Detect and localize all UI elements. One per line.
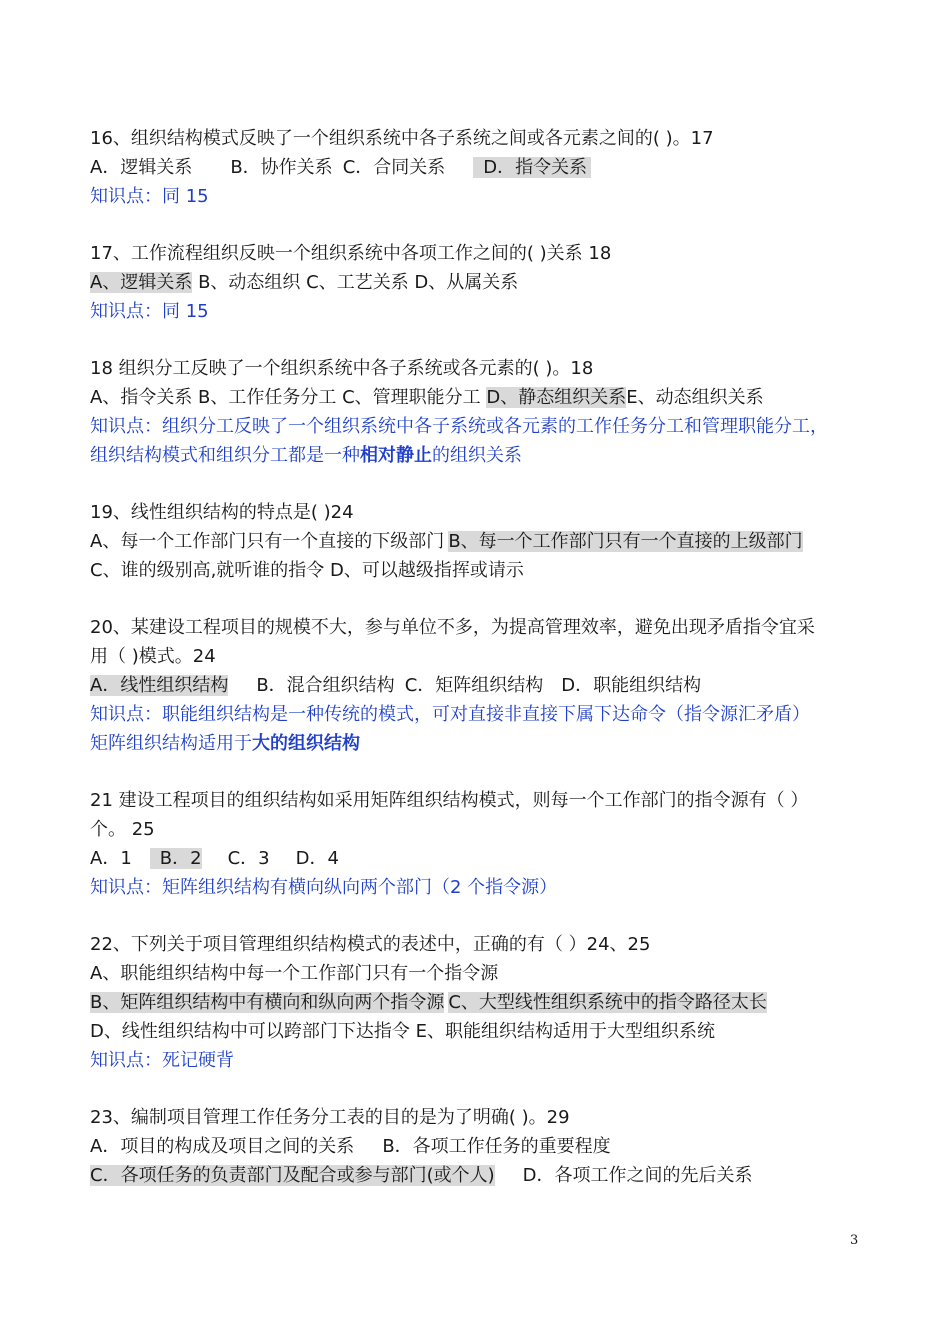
option-b: B．混合组织结构 (256, 675, 395, 696)
option-a: A．1 (90, 848, 132, 869)
options-line (90, 153, 880, 182)
question-20 (90, 613, 880, 758)
question-17 (90, 239, 880, 326)
option-c: C．3 (227, 848, 270, 869)
question-stem: 17、工作流程组织反映一个组织系统中各项工作之间的( )关系 18 (90, 243, 612, 264)
question-stem-cont: 个。 25 (90, 819, 155, 840)
question-stem: 23、编制项目管理工作任务分工表的目的是为了明确( )。29 (90, 1107, 570, 1128)
option-b-answer: B、每一个工作部门只有一个直接的上级部门 (448, 531, 803, 552)
option-a: A．逻辑关系 (90, 157, 193, 178)
option-a: A、职能组织结构中每一个工作部门只有一个指令源 (90, 963, 499, 984)
knowledge-point: 知识点：职能组织结构是一种传统的模式，可对直接非直接下属下达命令（指令源汇矛盾） (90, 704, 810, 725)
options-line (90, 383, 880, 412)
options-line (90, 671, 880, 700)
options-ab (90, 1132, 880, 1161)
kp-emphasis: 大的组织结构 (252, 733, 360, 754)
question-18 (90, 354, 880, 470)
question-21 (90, 786, 880, 902)
question-stem: 18 组织分工反映了一个组织系统中各子系统或各元素的( )。18 (90, 358, 594, 379)
option-c-answer: C、大型线性组织系统中的指令路径太长 (448, 992, 767, 1013)
knowledge-point: 知识点：死记硬背 (90, 1050, 234, 1071)
knowledge-point: 知识点：组织分工反映了一个组织系统中各子系统或各元素的工作任务分工和管理职能分工， (90, 416, 828, 437)
knowledge-point: 知识点：矩阵组织结构有横向纵向两个部门（2 个指令源） (90, 877, 558, 898)
question-stem: 20、某建设工程项目的规模不大，参与单位不多，为提高管理效率，避免出现矛盾指令宜采 (90, 617, 815, 638)
question-16 (90, 124, 880, 211)
kp-text: 组织结构模式和组织分工都是一种 (90, 445, 360, 466)
options-line (90, 844, 880, 873)
knowledge-point-cont (90, 441, 880, 470)
option-b-answer: B、矩阵组织结构中有横向和纵向两个指令源 (90, 992, 445, 1013)
options-cd: C、谁的级别高,就听谁的指令 D、可以越级指挥或请示 (90, 560, 524, 581)
option-d: D．各项工作之间的先后关系 (522, 1165, 753, 1186)
question-stem: 21 建设工程项目的组织结构如采用矩阵组织结构模式，则每一个工作部门的指令源有（ ） (90, 790, 809, 811)
option-d-answer: D．指令关系 (473, 157, 591, 178)
question-19 (90, 498, 880, 585)
option-a-answer: A．线性组织结构 (90, 675, 229, 696)
kp-text: 矩阵组织结构适用于 (90, 733, 252, 754)
option-a: A．项目的构成及项目之间的关系 (90, 1136, 355, 1157)
option-e: E、动态组织关系 (626, 387, 764, 408)
question-23 (90, 1103, 880, 1190)
options-cd (90, 1161, 880, 1190)
question-22 (90, 930, 880, 1075)
option-a-answer: A、逻辑关系 (90, 272, 193, 293)
page-number: 3 (850, 1233, 859, 1248)
kp-text-end: 的组织关系 (432, 445, 522, 466)
option-a: A、每一个工作部门只有一个直接的下级部门 (90, 531, 445, 552)
option-c-answer: C．各项任务的负责部门及配合或参与部门(或个人) (90, 1165, 495, 1186)
knowledge-point-cont (90, 729, 880, 758)
question-stem: 16、组织结构模式反映了一个组织系统中各子系统之间或各元素之间的( )。17 (90, 128, 714, 149)
option-d: D．4 (295, 848, 339, 869)
option-b: B．各项工作任务的重要程度 (382, 1136, 611, 1157)
option-b: B．协作关系 (230, 157, 333, 178)
question-stem: 22、下列关于项目管理组织结构模式的表述中，正确的有（ ）24、25 (90, 934, 651, 955)
option-c: C．矩阵组织结构 (404, 675, 544, 696)
option-d-answer: D、静态组织关系 (486, 387, 627, 408)
option-c: C．合同关系 (342, 157, 446, 178)
options-bc (90, 988, 880, 1017)
option-rest: B、动态组织 C、工艺关系 D、从属关系 (198, 272, 519, 293)
option-b-answer: B．2 (150, 848, 202, 869)
knowledge-point: 知识点：同 15 (90, 301, 209, 322)
question-stem: 19、线性组织结构的特点是( )24 (90, 502, 354, 523)
options-line (90, 268, 880, 297)
options-de: D、线性组织结构中可以跨部门下达指令 E、职能组织结构适用于大型组织系统 (90, 1021, 715, 1042)
option-d: D．职能组织结构 (561, 675, 702, 696)
question-stem-cont: 用（ )模式。24 (90, 646, 216, 667)
document-page (90, 124, 880, 1218)
options-line (90, 527, 880, 556)
kp-emphasis: 相对静止 (360, 445, 432, 466)
knowledge-point: 知识点：同 15 (90, 186, 209, 207)
options-abc: A、指令关系 B、工作任务分工 C、管理职能分工 (90, 387, 481, 408)
